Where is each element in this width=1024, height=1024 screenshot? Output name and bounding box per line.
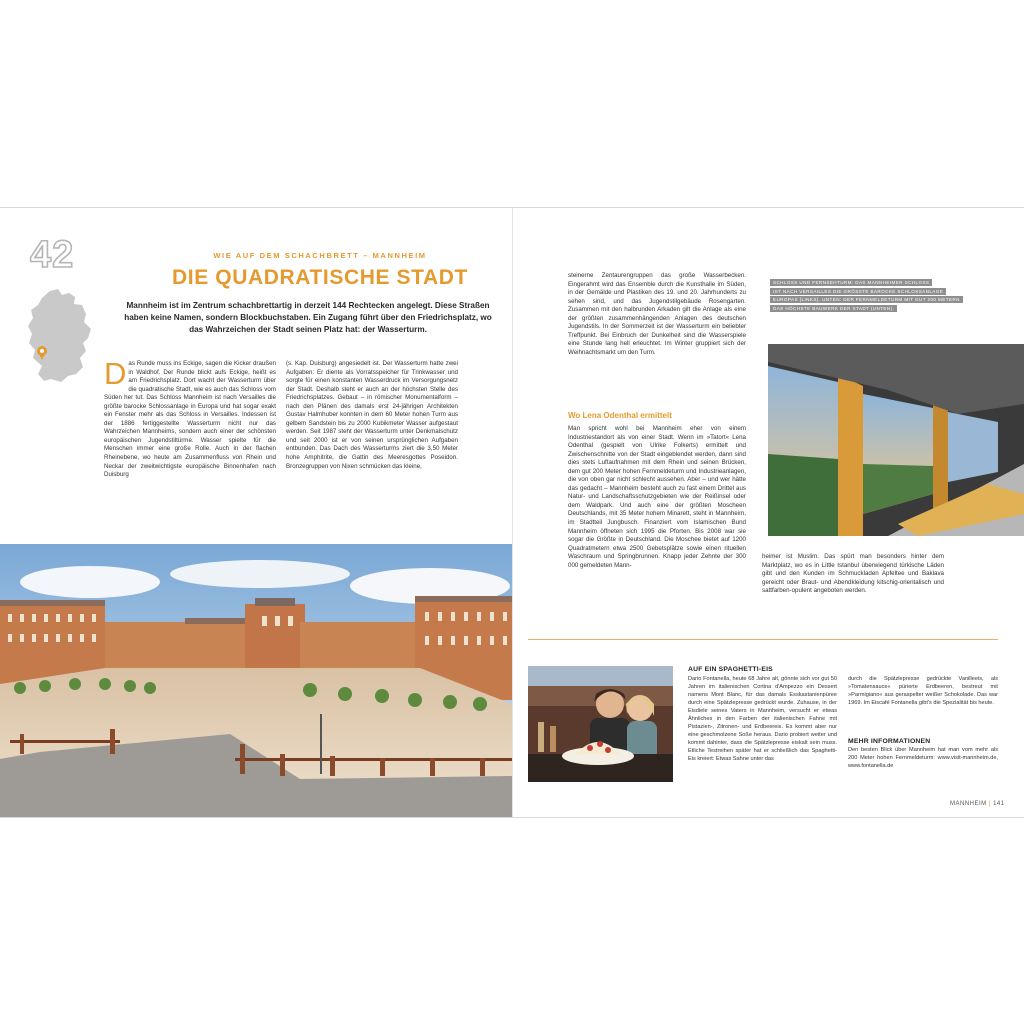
drop-cap: D	[104, 356, 127, 391]
lead-paragraph: Mannheim ist im Zentrum schachbrettartig in derzeit 144 Rechtecken angelegt. Diese Straßen haben keine Namen, sondern Blockbuchstaben. Ein Zugang führt über den Friedrichsplatz, wo das Wahrzeichen der Stadt seinen Platz hat: der Wasserturm.	[124, 301, 492, 335]
caption-line: EUROPAS (LINKS). UNTEN: DER FERNMELDETURM MIT GUT 200 METERN	[770, 296, 963, 303]
ice-cream-photo	[528, 666, 673, 782]
info-text: Den besten Blick über Mannheim hat man vom mehr als 200 Meter hohen Fernmeldeturm: www.visit-mannheim.de, www.fontanella.de	[848, 747, 998, 769]
caption-line: IST NACH VERSAILLES DIE GRÖSSTE BAROCKE SCHLOSSANLAGE	[770, 288, 946, 295]
section-subhead: Wo Lena Odenthal ermittelt	[568, 411, 672, 420]
body-text-1: as Runde muss ins Eckige, sagen die Kicker draußen in Waldhof. Der Runde blickt aufs Eckige, heißt es am Friedrichsplatz. Dort wacht der Wasserturm über die quadratische Stadt, wie es auch das Schloss vom Süden her tut. Das Schloss Mannheim ist nach Versailles die größte barocke Schlossanlage in Europa und hat sogar exakt ein Fenster mehr als das Schloss in Versailles. Indessen ist der 1886 fertiggestellte Wasserturm nicht nur das Wahrzeichen Mannheims, sondern auch einer der schönsten europäischen Jugendstiltürme. Wasser spielte für die Menschen immer eine große Rolle. Auch in der flachen Rheinebene, wo heute am Zusammenfluss von Rhein und Neckar der zweitwichtigste europäische Binnenhafen nach Duisburg	[104, 360, 276, 479]
tower-view-photo	[768, 344, 1024, 536]
page-title: DIE QUADRATISCHE STADT	[172, 266, 468, 289]
footer-city: MANNHEIM	[950, 801, 987, 807]
magazine-spread	[0, 207, 1024, 818]
footer-separator: |	[988, 801, 991, 807]
chapter-number: 42	[30, 234, 75, 276]
body-column-3b: Man spricht wohl bei Mannheim eher von einem Industriestandort als von einer Stadt. Wenn im »Tatort« Lena Odenthal (gespielt von Ulrike Folkerts) ermittelt und Zwischenschnitte von der Stadt eingeblendet werden, dann sind dies stets Luftaufnahmen mit dem Rhein und seinen Brücken, dem gut 200 Meter hohen Fernmeldeturm und Industrieanlagen, die von oben gar nicht schlecht aussehen. Aber – und wer hätte das gedacht – Mannheim besteht auch zu fast einem Drittel aus Natur- und Landschaftsschutzgebieten wie der Reißinsel oder dem Waldpark. Und auch eine der größten Moscheen Deutschlands, mit 35 Meter hohem Minarett, steht in Mannheim, im Stadtteil Jungbusch. Finanziert vom Islamischen Bund Mannheim öffneten sich 1995 die Pforten. Bis 2008 war sie sogar die Größte in Deutschland. Die Moschee bietet auf 1200 Quadratmetern etwa 2500 Gebetsplätze sowie einen rituellen Waschraum und Springbrunnen. Knapp jeder Zehnte der 300 000 gemeldeten Mann-	[568, 425, 746, 569]
castle-photo	[0, 544, 512, 817]
kicker: WIE AUF DEM SCHACHBRETT – MANNHEIM	[213, 251, 427, 260]
body-column-1	[104, 356, 276, 480]
sidebar-column-2: durch die Spätzlepresse gedrückte Vanilleeis, als »Tomatensauce« pürierte Erdbeeren, bestreut mit »Parmigiano« aus geraspelter weißer Schokolade. Das war 1969. Im Eiscafé Fontanella gibt's die Spezialität bis heute.	[848, 676, 998, 706]
sidebar-column-1: Dario Fontanella, heute 68 Jahre alt, gönnte sich vor gut 50 Jahren im italienischen Cortina d'Ampezzo ein Dessert namens Mont Blanc, für das damals Esskastanienpüree durch eine Spätzlepresse gedrückt wurde. Zuhause, in der Eisdiele seines Vaters in Mannheim, versucht er etwas Ähnliches in den Farben der italienischen Fahne mit Pistazien-, Zitronen- und Erdbeereis. Es kommt aber nur eine geschmolzene Soße heraus. Dario probiert weiter und kommt dahinter, dass die Spätzlepresse eiskalt sein muss. Etliche Testreihen später hat er schließlich das Spaghetti-Eis kreiert: Etwas Sahne unter das	[688, 676, 837, 762]
germany-map-icon	[22, 288, 98, 384]
body-column-2: (s. Kap. Duisburg) angesiedelt ist. Der Wasserturm hatte zwei Aufgaben: Er diente als Vorratsspeicher für Trinkwasser und sorgte für einen konstanten Wasserdruck im Versorgungsnetz der Stadt. Deshalb steht er auch an der höchsten Stelle des Friedrichsplatzes. Gebaut – in römischer Monumentalform – nach den Plänen des damals erst 24-jährigen Architekten Gustav Halmhuber konnten in dem 60 Meter hohen Turm aus gelbem Sandstein bis zu 2000 Kubikmeter Wasser aufgestaut werden. Seit 1987 steht der Wasserturm unter Denkmalschutz und seit 2000 ist er von seinen ursprünglichen Aufgaben entbunden. Das Dach des Wasserturms ziert die 3,50 Meter hohe Amphitrite, die Gattin des Meeresgottes Poseidon. Bronzegruppen von Nixen schmücken das kleine,	[286, 360, 458, 470]
page-footer	[950, 801, 1005, 807]
info-heading: MEHR INFORMATIONEN	[848, 738, 931, 745]
photo-caption	[770, 279, 963, 313]
page-gutter	[512, 208, 513, 817]
sidebar-heading: AUF EIN SPAGHETTI-EIS	[688, 666, 773, 673]
body-column-4: heimer ist Muslim. Das spürt man besonders hinter dem Marktplatz, wo es in Little Istanbul überwiegend türkische Läden gibt und den Kunden im Schmuckladen Apfeltee und Baklava gereicht oder Braut- und Abendkleidung kitschig-orientalisch und sattfarben-opulent angeboten werden.	[762, 553, 944, 595]
footer-page-number: 141	[993, 801, 1005, 807]
caption-line: SCHLOSS UND FERNSEHTURM: DAS MANNHEIMER SCHLOSS	[770, 279, 932, 286]
body-column-3a: steinerne Zentaurengruppen das große Wasserbecken. Eingerahmt wird das Ensemble durch die Kunsthalle im Süden, in der Gemälde und Plastiken des 19. und 20. Jahrhunderts zu sehen sind, und das Jugendstilgebäude Rosengarten. Zusammen mit den halbrunden Arkaden gilt die Anlage als eine der größten zusammenhängenden Anlagen des deutschen Jugendstils. In der Sommerzeit ist der Wasserturm ein beliebter Treffpunkt. Bei Einbruch der Dunkelheit sind die Wasserspiele eine Stunde lang hell erleuchtet. Im Winter gruppiert sich der Weihnachtsmarkt um den Turm.	[568, 272, 746, 356]
section-divider	[528, 639, 998, 640]
caption-line: DAS HÖCHSTE BAUWERK DER STADT (UNTEN).	[770, 305, 897, 312]
